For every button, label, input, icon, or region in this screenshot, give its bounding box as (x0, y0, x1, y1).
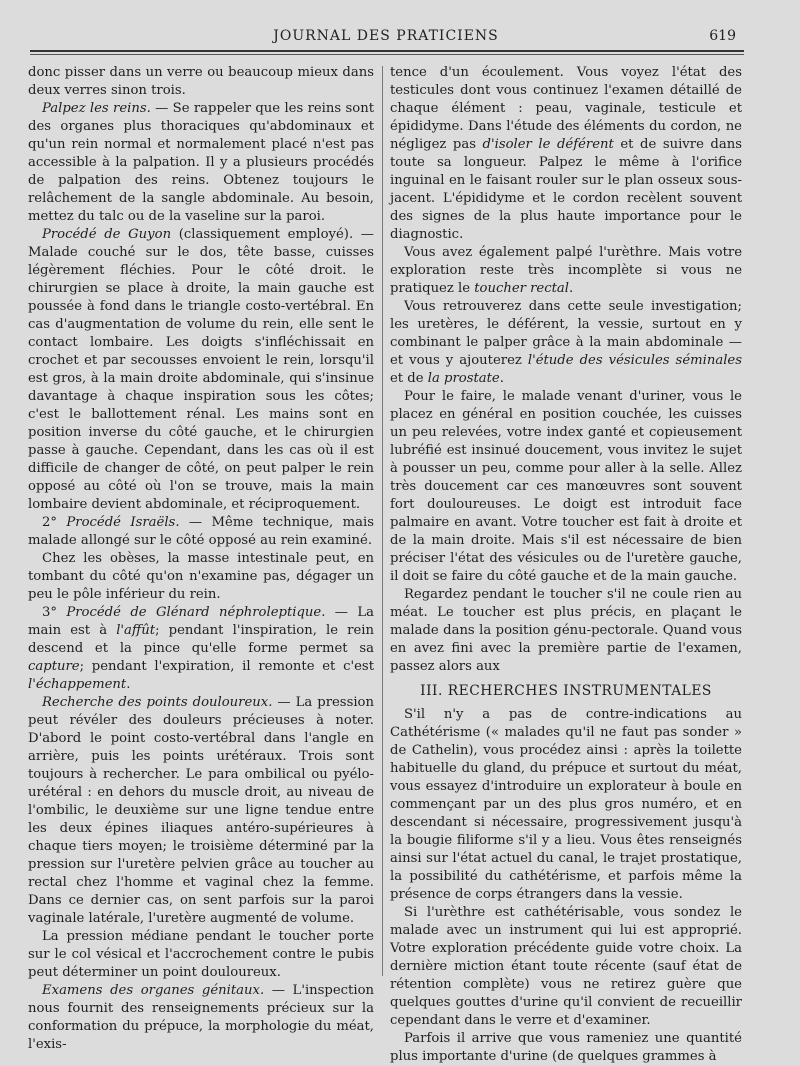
paragraph: La pression médiane pendant le toucher porte sur le col vésical et l'accrochement contre le pubis peut déterminer un point douloureux. (28, 929, 374, 980)
paragraph: Si l'urèthre est cathétérisable, vous sondez le malade avec un instrument qui lui est approprié. Votre exploration précédente guide votre choix. La dernière miction étant toute récente (sauf état de rétention complète) vous ne retirez guère que quelques gouttes d'urine qu'il convient de recueillir cependant dans le verre et d'examiner. (390, 905, 742, 1028)
subheading: Palpez les reins. (42, 101, 151, 116)
subheading: Examens des organes génitaux. (42, 983, 265, 998)
header-rule-thin (30, 54, 744, 55)
paragraph: Parfois il arrive que vous rameniez une quantité plus importante d'urine (de quelques grammes à (390, 1031, 742, 1064)
paragraph: Examens des organes génitaux. — L'inspection nous fournit des renseignements précieux sur la conformation du prépuce, la morphologie du méat, l'exis- (28, 983, 374, 1052)
running-header (28, 24, 744, 50)
journal-title: JOURNAL DES PRATICIENS (273, 28, 499, 44)
paragraph: Vous avez également palpé l'urèthre. Mais votre exploration reste très incomplète si vous ne pratiquez le toucher rectal. (390, 245, 742, 296)
subheading: Procédé de Guyon (42, 227, 172, 242)
subheading: Procédé de Glénard néphroleptique. (66, 605, 326, 620)
paragraph: 3° Procédé de Glénard néphroleptique. — La main est à l'affût; pendant l'inspiration, le rein descend et la pince qu'elle forme permet sa capture; pendant l'expiration, il remonte et c'est l'échappement. (28, 605, 374, 692)
paragraph: S'il n'y a pas de contre-indications au Cathétérisme (« malades qu'il ne faut pas sonder » de Cathelin), vous procédez ainsi : après la toilette habituelle du gland, du prépuce et surtout du méat, vous essayez d'introduire un explorateur à boule en commençant par un des plus gros numéro, et en descendant si nécessaire, progressivement jusqu'à la bougie filiforme s'il y a lieu. Vous êtes renseignés ainsi sur l'état actuel du canal, le trajet prostatique, la possibilité du cathétérisme, et parfois même la présence de corps étrangers dans la vessie. (390, 707, 742, 902)
left-column (28, 64, 374, 1054)
paragraph: Chez les obèses, la masse intestinale peut, en tombant du côté qu'on n'examine pas, dégager un peu le pôle inférieur du rein. (28, 551, 374, 602)
paragraph: Recherche des points douloureux. — La pression peut révéler des douleurs précieuses à noter. D'abord le point costo-vertébral dans l'angle en arrière, puis les points urétéraux. Trois sont toujours à rechercher. Le para ombilical ou pyélo-urétéral : en dehors du muscle droit, au niveau de l'ombilic, le deuxième sur une ligne tendue entre les deux épines iliaques antéro-supérieures à chaque tiers moyen; le troisième déterminé par la pression sur l'uretère pelvien grâce au toucher au rectal chez l'homme et vaginal chez la femme. Dans ce dernier cas, on sent parfois sur la paroi vaginale latérale, l'uretère augmenté de volume. (28, 695, 374, 926)
column-divider (382, 66, 383, 976)
right-column (390, 64, 742, 1066)
subheading: Procédé Israëls. (66, 515, 180, 530)
paragraph: Pour le faire, le malade venant d'uriner, vous le placez en général en position couchée, les cuisses un peu relevées, votre index ganté et copieusement lubréfié est insinué doucement, vous invitez le sujet à pousser un peu, comme pour aller à la selle. Allez très doucement car ces manœuvres sont souvent fort douloureuses. Le doigt est introduit face palmaire en avant. Votre toucher est fait à droite et de la main droite. Mais s'il est nécessaire de bien préciser l'état des vésicules ou de l'uretère gauche, il doit se faire du côté gauche et de la main gauche. (390, 389, 742, 584)
paragraph: donc pisser dans un verre ou beaucoup mieux dans deux verres sinon trois. (28, 65, 374, 98)
paragraph: Procédé de Guyon (classiquement employé). — Malade couché sur le dos, tête basse, cuisses légèrement fléchies. Pour le côté droit. le chirurgien se place à droite, la main gauche est poussée à fond dans le triangle costo-vertébral. En cas d'augmentation de volume du rein, elle sent le contact lombaire. Les doigts s'infléchissait en crochet et par secousses envoient le rein, lorsqu'il est gros, à la main droite abdominale, qui s'insinue davantage à chaque inspiration sous les côtes; c'est le ballottement rénal. Les mains sont en position inverse du côté gauche, et le chirurgien passe à gauche. Cependant, dans les cas où il est difficile de changer de côté, on peut palper le rein opposé au côté où l'on se trouve, mais la main lombaire devient abdominale, et réciproquement. (28, 227, 374, 512)
section-heading: III. RECHERCHES INSTRUMENTALES (420, 683, 712, 699)
paragraph: Palpez les reins. — Se rappeler que les reins sont des organes plus thoraciques qu'abdominaux et qu'un rein normal et normalement placé n'est pas accessible à la palpation. Il y a plusieurs procédés de palpation des reins. Obtenez toujours le relâchement de la sangle abdominale. Au besoin, mettez du talc ou de la vaseline sur la paroi. (28, 101, 374, 224)
paragraph: tence d'un écoulement. Vous voyez l'état des testicules dont vous continuez l'examen détaillé de chaque élément : peau, vaginale, testicule et épididyme. Dans l'étude des éléments du cordon, ne négligez pas d'isoler le déférent et de suivre dans toute sa longueur. Palpez le même à l'orifice inguinal en le faisant rouler sur le plan osseux sous-jacent. L'épididyme et le cordon recèlent souvent des signes de la plus haute importance pour le diagnostic. (390, 65, 742, 242)
subheading: Recherche des points douloureux. (42, 695, 273, 710)
page-number: 619 (709, 28, 736, 44)
paragraph: 2° Procédé Israëls. — Même technique, mais malade allongé sur le côté opposé au rein examiné. (28, 515, 374, 548)
paragraph: Regardez pendant le toucher s'il ne coule rien au méat. Le toucher est plus précis, en plaçant le malade dans la position génu-pectorale. Quand vous en avez fini avec la première partie de l'examen, passez alors aux (390, 587, 742, 674)
header-rule (30, 50, 744, 52)
paragraph: Vous retrouverez dans cette seule investigation; les uretères, le déférent, la vessie, surtout en y combinant le palper grâce à la main abdominale — et vous y ajouterez l'étude des vésicules séminales et de la prostate. (390, 299, 742, 386)
